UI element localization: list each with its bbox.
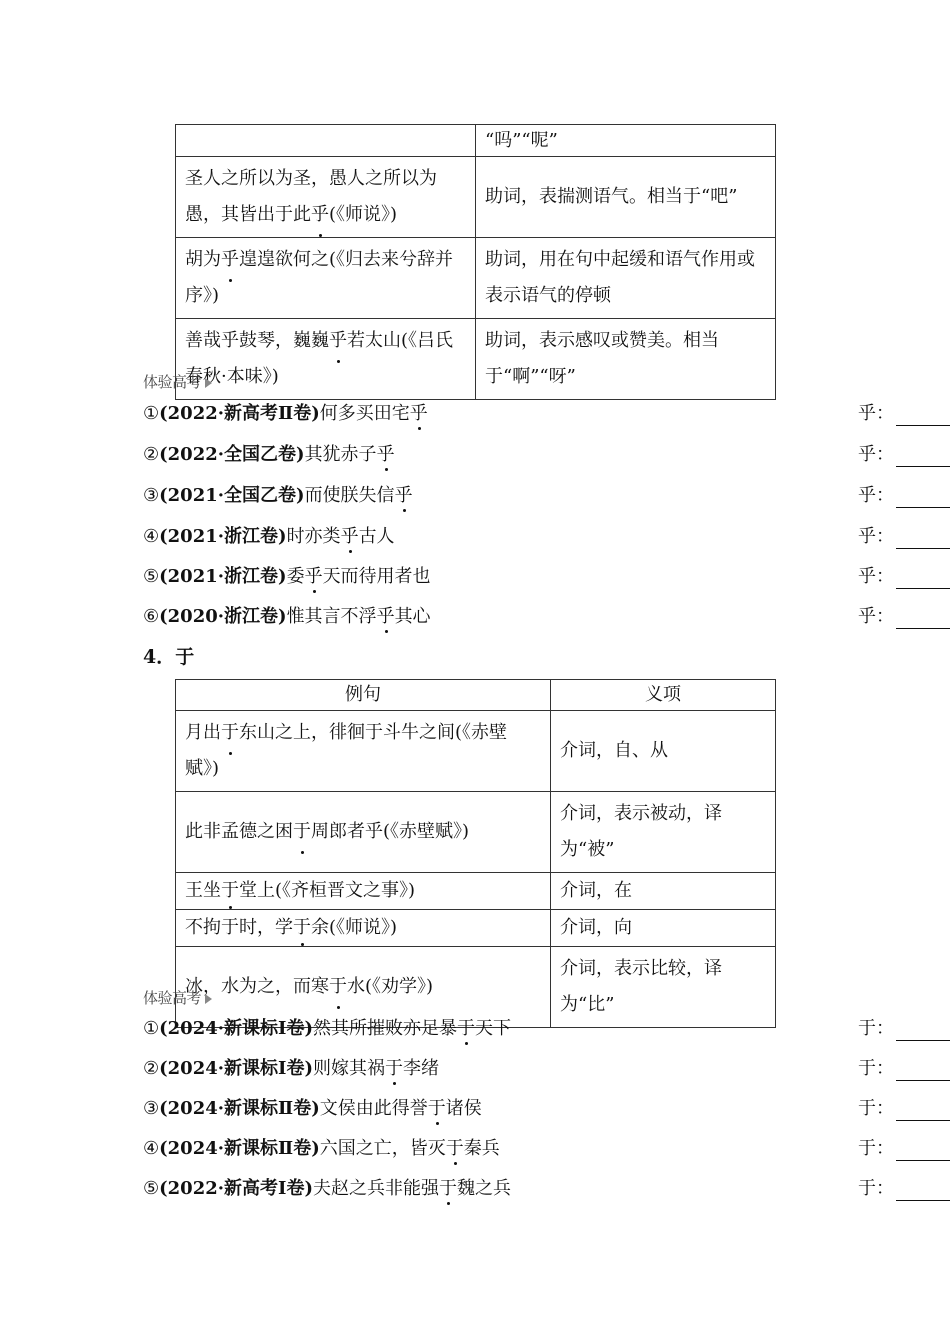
key-character: 于: [329, 969, 347, 1005]
meaning-cell: 介词，表示比较，译为“比”: [551, 947, 776, 1028]
exercise-item: ③(2024·新课标Ⅱ卷)文侯由此得誉于诸侯: [143, 1098, 482, 1119]
key-character: 乎: [329, 323, 347, 359]
section-title: 4．于: [143, 646, 195, 668]
key-character: 于: [221, 715, 239, 751]
example-cell: 圣人之所以为圣，愚人之所以为愚，其皆出于此乎(《师说》): [176, 157, 476, 238]
example-cell: 王坐于堂上(《齐桓晋文之事》): [176, 873, 551, 910]
triangle-right-icon: [205, 994, 212, 1004]
exercise-item: ⑤(2022·新高考Ⅰ卷)夫赵之兵非能强于魏之兵: [143, 1178, 511, 1199]
key-character: 于: [293, 814, 311, 850]
example-cell: 善哉乎鼓琴，巍巍乎若太山(《吕氏春秋·本味》): [176, 319, 476, 400]
table-row: [176, 792, 776, 873]
example-cell: 不拘于时，学于余(《师说》): [176, 910, 551, 947]
example-cell: 此非孟德之困于周郎者乎(《赤壁赋》): [176, 792, 551, 873]
meaning-cell: “吗”“呢”: [476, 125, 776, 157]
tiyan-gaokao-label: 体验高考: [143, 988, 212, 1008]
table-row: [176, 910, 776, 947]
exercise-item: ①(2024·新课标Ⅰ卷)然其所摧败亦足暴于天下: [143, 1018, 511, 1039]
exercise-item: ⑥(2020·浙江卷)惟其言不浮乎其心: [143, 606, 431, 627]
table-row: [176, 873, 776, 910]
example-cell: 月出于东山之上，徘徊于斗牛之间(《赤壁赋》): [176, 711, 551, 792]
example-cell: [176, 125, 476, 157]
answer-blank[interactable]: 于：: [858, 1097, 950, 1121]
table-row: [176, 711, 776, 792]
answer-blank[interactable]: 乎：: [858, 443, 950, 467]
answer-blank[interactable]: 于：: [858, 1017, 950, 1041]
example-cell: 胡为乎遑遑欲何之(《归去来兮辞并序》): [176, 238, 476, 319]
answer-blank[interactable]: 于：: [858, 1057, 950, 1081]
exercise-item: ④(2024·新课标Ⅱ卷)六国之亡，皆灭于秦兵: [143, 1138, 500, 1159]
tiyan-gaokao-label: 体验高考: [143, 372, 212, 392]
exercise-item: ③(2021·全国乙卷)而使朕失信乎: [143, 485, 413, 506]
meaning-cell: 介词，在: [551, 873, 776, 910]
meaning-cell: 介词，自、从: [551, 711, 776, 792]
table-row: [176, 125, 776, 157]
meaning-cell: 助词，表示感叹或赞美。相当于“啊”“呀”: [476, 319, 776, 400]
exercise-item: ①(2022·新高考Ⅱ卷)何多买田宅乎: [143, 403, 428, 424]
example-cell: 冰，水为之，而寒于水(《劝学》): [176, 947, 551, 1028]
exercise-item: ④(2021·浙江卷)时亦类乎古人: [143, 526, 395, 547]
exercise-item: ⑤(2021·浙江卷)委乎天而待用者也: [143, 566, 431, 587]
meaning-cell: 介词，向: [551, 910, 776, 947]
column-header-meaning: 义项: [551, 680, 776, 711]
answer-blank[interactable]: 乎：: [858, 484, 950, 508]
hu-usage-table: [175, 124, 776, 400]
exercise-item: ②(2022·全国乙卷)其犹赤子乎: [143, 444, 395, 465]
table-row: [176, 947, 776, 1028]
answer-blank[interactable]: 乎：: [858, 525, 950, 549]
meaning-cell: 介词，表示被动，译为“被”: [551, 792, 776, 873]
key-character: 于: [221, 877, 239, 905]
answer-blank[interactable]: 乎：: [858, 605, 950, 629]
table-row: [176, 238, 776, 319]
key-character: 乎: [311, 197, 329, 233]
key-character: 于: [293, 914, 311, 942]
meaning-cell: 助词，用在句中起缓和语气作用或表示语气的停顿: [476, 238, 776, 319]
key-character: 乎: [221, 242, 239, 278]
triangle-right-icon: [205, 378, 212, 388]
exercise-item: ②(2024·新课标Ⅰ卷)则嫁其祸于李绪: [143, 1058, 439, 1079]
table-row: [176, 157, 776, 238]
answer-blank[interactable]: 乎：: [858, 402, 950, 426]
column-header-example: 例句: [176, 680, 551, 711]
answer-blank[interactable]: 乎：: [858, 565, 950, 589]
table-row: [176, 319, 776, 400]
answer-blank[interactable]: 于：: [858, 1177, 950, 1201]
answer-blank[interactable]: 于：: [858, 1137, 950, 1161]
yu-usage-table: [175, 679, 776, 1028]
table-header-row: [176, 680, 776, 711]
meaning-cell: 助词，表揣测语气。相当于“吧”: [476, 157, 776, 238]
